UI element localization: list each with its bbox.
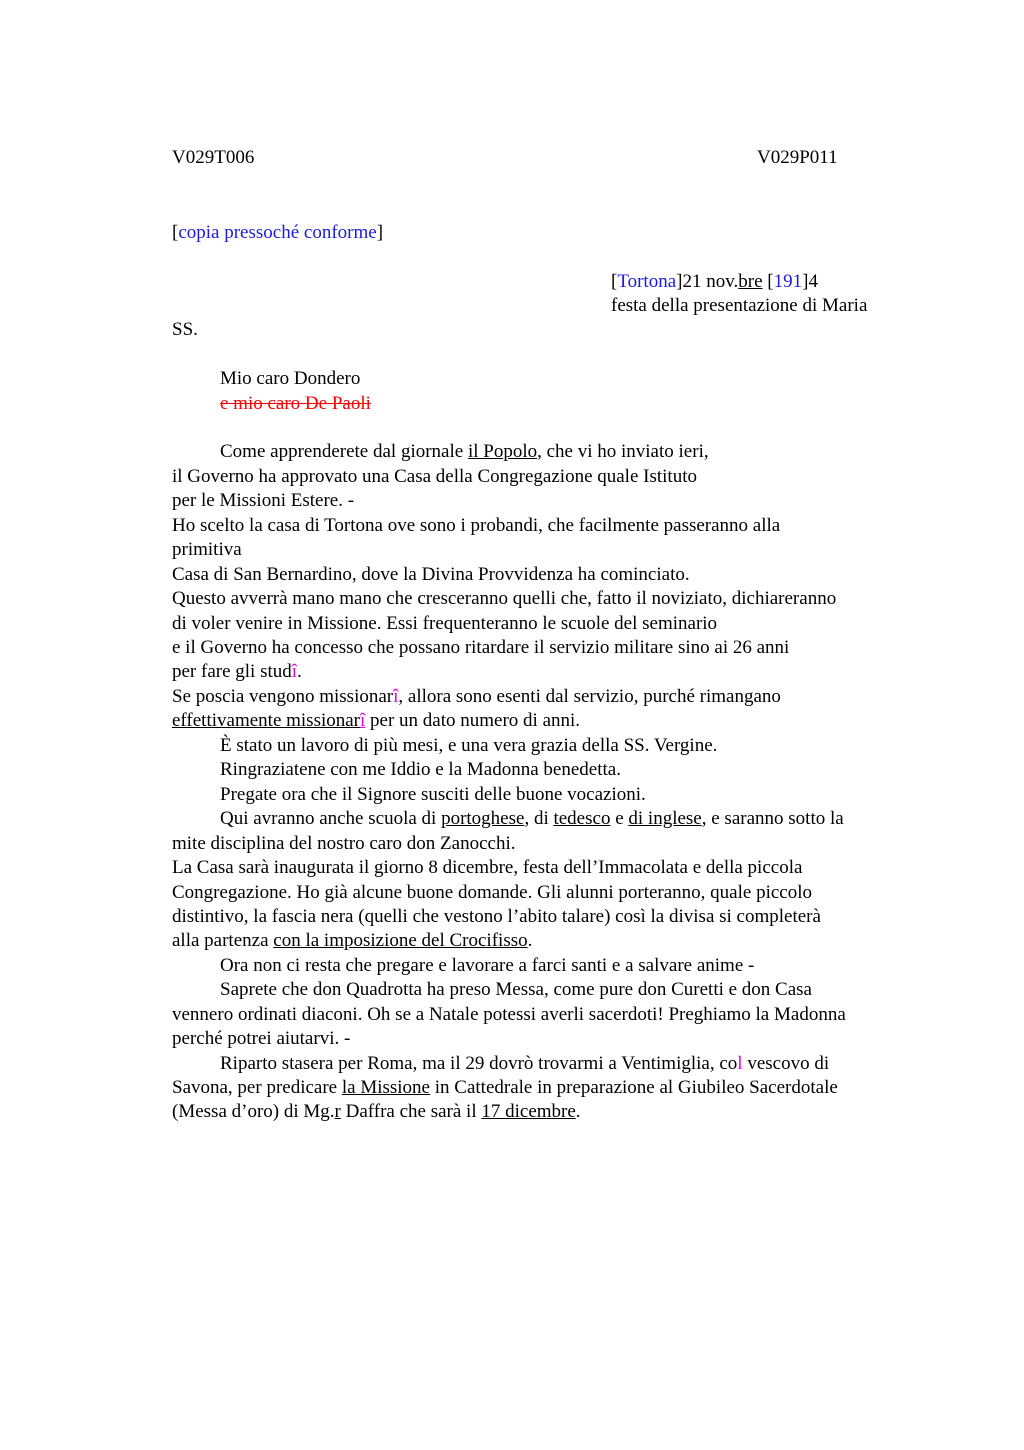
dateline-date: 21 nov.	[682, 271, 739, 292]
text-run: , che vi ho inviato ieri,	[537, 441, 709, 462]
bracket: ]	[676, 271, 683, 292]
body-line	[172, 929, 532, 953]
salutation-line: Mio caro Dondero	[220, 368, 361, 389]
body-line: Ho scelto la casa di Tortona ove sono i probandi, che facilmente passeranno alla	[172, 515, 781, 536]
bracket: [	[762, 271, 774, 292]
underlined-text: 17 dicembre	[481, 1101, 576, 1122]
dateline-place: Tortona	[617, 271, 677, 292]
text-run: per fare gli stud	[172, 661, 292, 682]
body-line: È stato un lavoro di più mesi, e una vera grazia della SS. Vergine.	[220, 735, 718, 756]
editorial-mark: î	[360, 710, 366, 731]
editorial-mark: î	[393, 686, 399, 707]
text-run: .	[297, 661, 302, 682]
body-line: il Governo ha approvato una Casa della Congregazione quale Istituto	[172, 466, 697, 487]
body-line: vennero ordinati diaconi. Oh se a Natale potessi averli sacerdoti! Preghiamo la Madonna	[172, 1004, 846, 1025]
editorial-mark: î	[291, 661, 298, 682]
salutation-struck-line: e mio caro De Paoli	[220, 393, 371, 414]
header-left-code: V029T006	[172, 147, 255, 168]
body-line: primitiva	[172, 539, 242, 560]
underlined-text: con la imposizione del Crocifisso	[273, 930, 528, 951]
body-line: per le Missioni Estere. -	[172, 490, 355, 511]
body-line	[172, 1100, 581, 1124]
editorial-note	[172, 221, 383, 245]
bracket: [	[611, 271, 618, 292]
underlined-text: r	[334, 1101, 341, 1122]
text-run: in Cattedrale in preparazione al Giubileo Sacerdotale	[430, 1077, 838, 1098]
dateline-year-digit: 4	[808, 271, 818, 292]
body-line	[172, 685, 781, 709]
dateline-year-bracket: 191	[773, 271, 803, 292]
text-run: Daffra che sarà il	[340, 1101, 482, 1122]
body-line	[220, 1052, 829, 1076]
bracket: ]	[802, 271, 809, 292]
body-line	[172, 1076, 838, 1100]
underlined-text: portoghese	[441, 808, 525, 829]
text-run: , e saranno sotto la	[701, 808, 844, 829]
underlined-text: la Missione	[341, 1077, 430, 1098]
body-line: Congregazione. Ho già alcune buone domande. Gli alunni porteranno, quale piccolo	[172, 882, 812, 903]
body-line: Pregate ora che il Signore susciti delle buone vocazioni.	[220, 784, 646, 805]
bracket: [	[172, 222, 179, 243]
text-run: Qui avranno anche scuola di	[220, 808, 442, 829]
underlined-text: di inglese	[628, 808, 702, 829]
newspaper-title: il Popolo	[467, 441, 538, 462]
body-line: distintivo, la fascia nera (quelli che vestono l’abito talare) così la divisa si completerà	[172, 906, 821, 927]
text-run: Come apprenderete dal giornale	[220, 441, 468, 462]
underlined-text: tedesco	[553, 808, 611, 829]
body-line: di voler venire in Missione. Essi frequenteranno le scuole del seminario	[172, 613, 718, 634]
body-line: mite disciplina del nostro caro don Zanocchi.	[172, 833, 516, 854]
text-run: .	[575, 1101, 581, 1122]
body-line: Ringraziatene con me Iddio e la Madonna benedetta.	[220, 759, 621, 780]
body-line: Ora non ci resta che pregare e lavorare a farci santi e a salvare anime -	[220, 955, 755, 976]
body-line: e il Governo ha concesso che possano ritardare il servizio militare sino ai 26 anni	[172, 637, 790, 658]
body-line: Saprete che don Quadrotta ha preso Messa, come pure don Curetti e don Casa	[220, 979, 812, 1000]
body-line	[220, 807, 844, 831]
text-run: (Messa d’oro) di Mg.	[172, 1101, 335, 1122]
text-run: Se poscia vengono missionar	[172, 686, 394, 707]
body-line	[220, 440, 709, 464]
dateline-feast-end: SS.	[172, 319, 198, 340]
text-run: , allora sono esenti dal servizio, purché rimangano	[398, 686, 781, 707]
text-run: e	[610, 808, 629, 829]
body-line	[172, 709, 580, 733]
body-line: perché potrei aiutarvi. -	[172, 1028, 351, 1049]
underlined-text: effettivamente missionar	[172, 710, 361, 731]
text-run: , di	[524, 808, 554, 829]
dateline-bre: bre	[738, 271, 763, 292]
body-line: La Casa sarà inaugurata il giorno 8 dicembre, festa dell’Immacolata e della piccola	[172, 857, 803, 878]
body-line: Questo avverrà mano mano che cresceranno quelli che, fatto il noviziato, dichiareranno	[172, 588, 837, 609]
header-right-code: V029P011	[757, 147, 838, 168]
text-run: Savona, per predicare	[172, 1077, 342, 1098]
text-run: Riparto stasera per Roma, ma il 29 dovrò trovarmi a Ventimiglia, co	[220, 1053, 738, 1074]
editorial-mark: l	[737, 1053, 743, 1074]
dateline	[611, 270, 818, 294]
text-run: per un dato numero di anni.	[365, 710, 581, 731]
text-run: alla partenza	[172, 930, 274, 951]
text-run: vescovo di	[742, 1053, 830, 1074]
body-line: Casa di San Bernardino, dove la Divina Provvidenza ha cominciato.	[172, 564, 690, 585]
dateline-feast: festa della presentazione di Maria	[611, 295, 868, 316]
body-line	[172, 660, 302, 684]
bracket: ]	[376, 222, 384, 243]
editorial-note-text: copia pressoché conforme	[178, 222, 377, 243]
text-run: .	[527, 930, 533, 951]
